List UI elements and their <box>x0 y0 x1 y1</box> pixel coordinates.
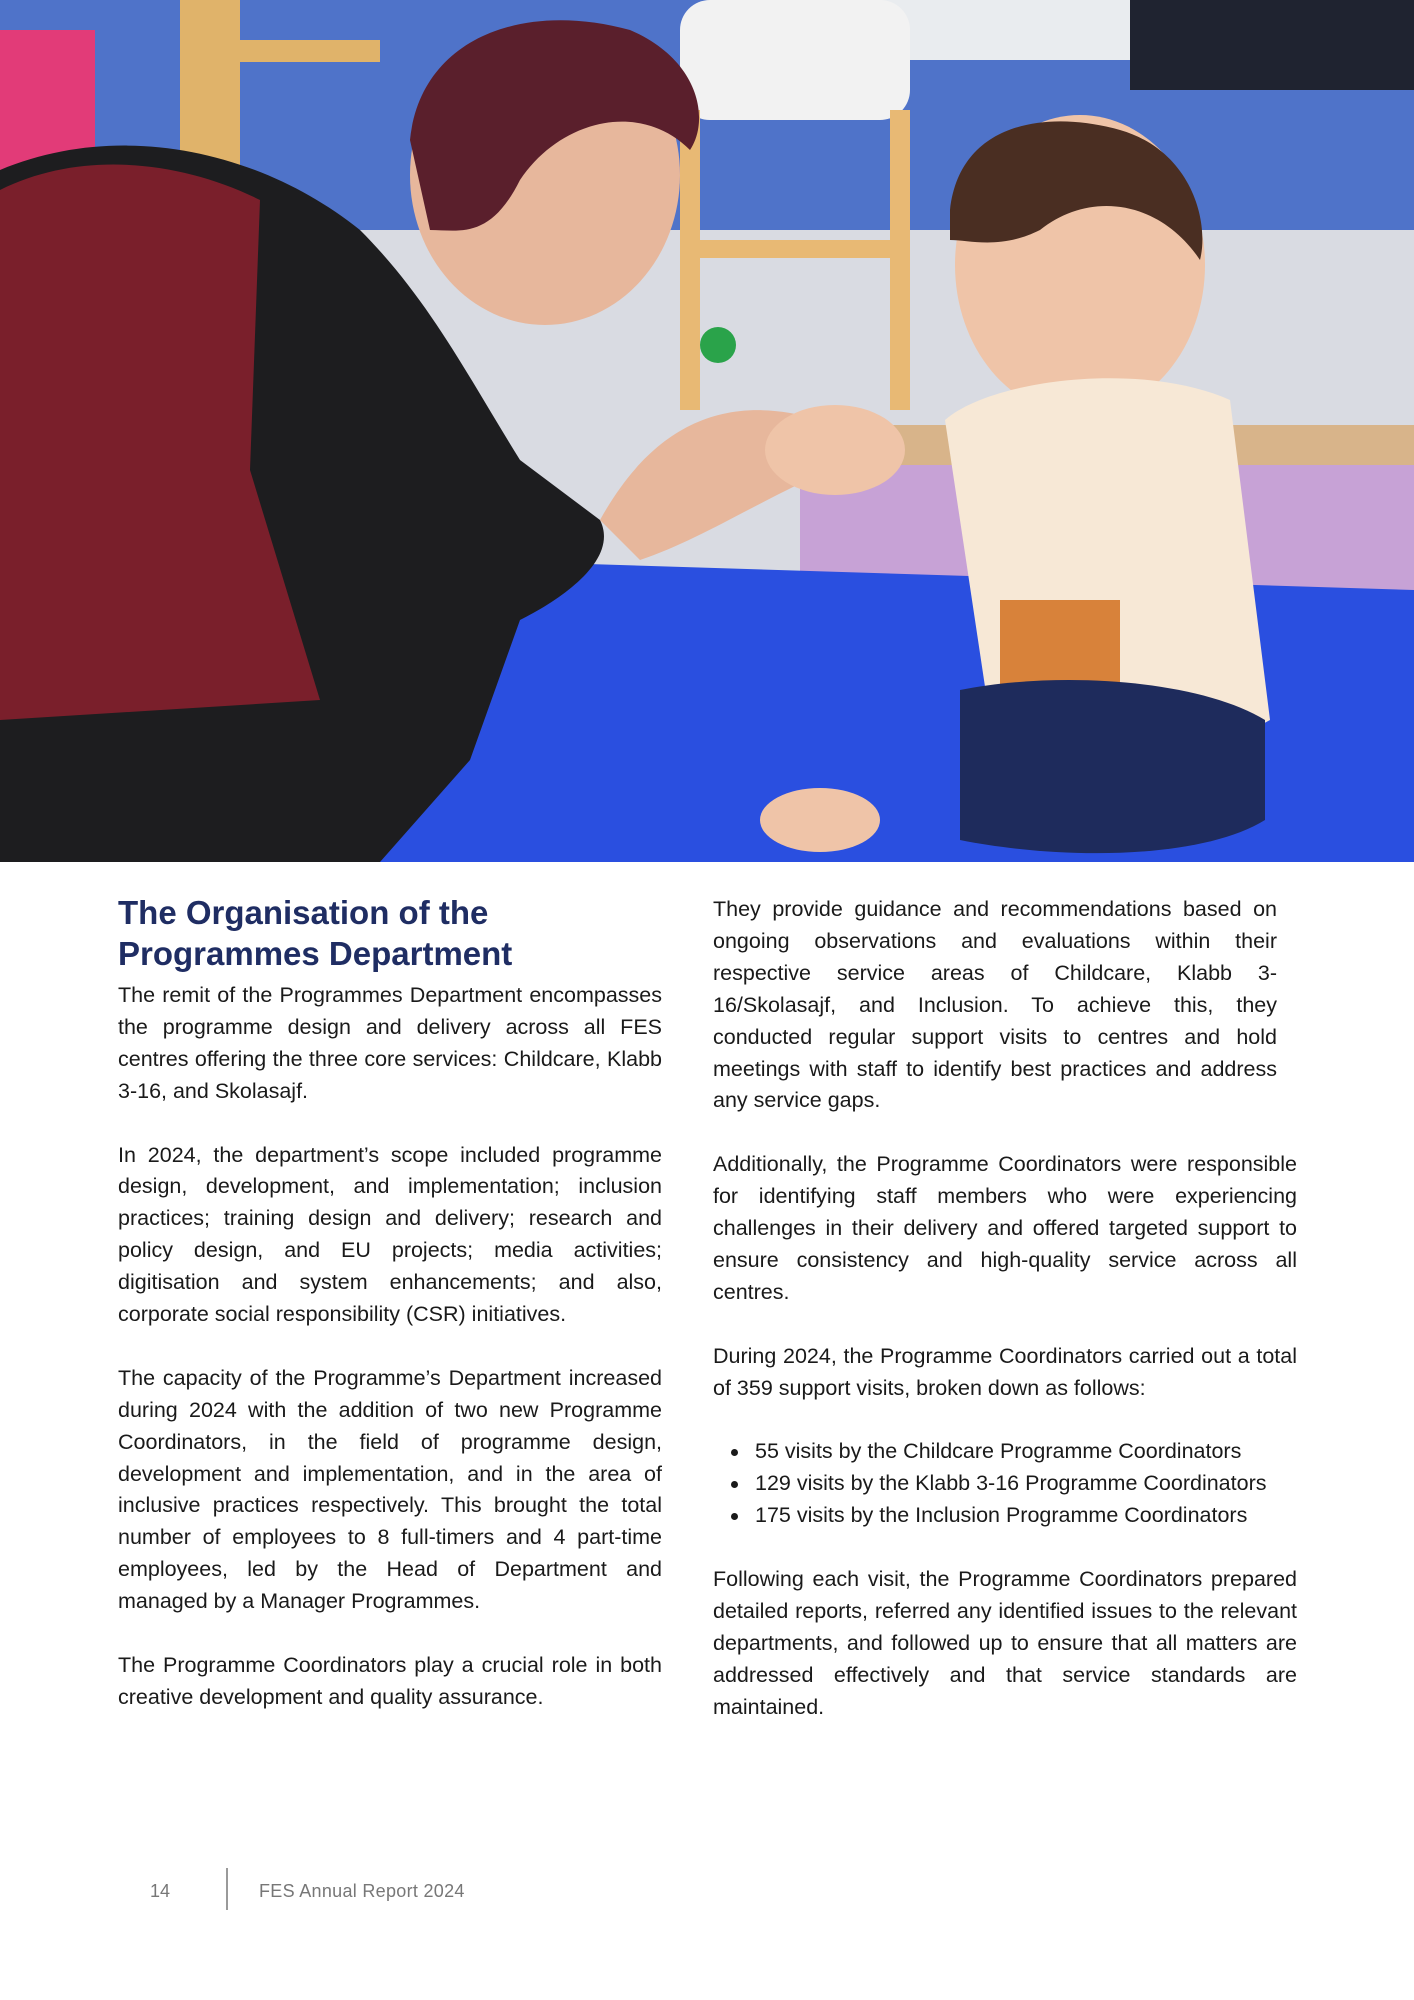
paragraph: In 2024, the department’s scope included programme design, development, and implementation; inclusion practices; training design and delivery; research and policy design, and EU projects; media activities; digitisation and system enhancements; and also, corporate social responsibility (CSR) initiatives. <box>118 1142 662 1327</box>
paragraph: The remit of the Programmes Department encompasses the programme design and delivery across all FES centres offering the three core services: Childcare, Klabb 3-16, and Skolasajf. <box>118 983 662 1103</box>
list-item: 175 visits by the Inclusion Programme Coordinators <box>755 1500 1297 1532</box>
page-number: 14 <box>150 1881 171 1901</box>
paragraph: They provide guidance and recommendations based on ongoing observations and evaluations within their respective service areas of Childcare, Klabb 3-16/Skolasajf, and Inclusion. To achieve this, they conducted regular support visits to centres and hold meetings with staff to identify best practices and address any service gaps. <box>713 897 1277 1113</box>
hero-photo <box>0 0 1414 862</box>
paragraph: The Programme Coordinators play a crucial role in both creative development and quality assurance. <box>118 1652 662 1709</box>
photo-image <box>0 0 1414 862</box>
paragraph: During 2024, the Programme Coordinators carried out a total of 359 support visits, broken down as follows: <box>713 1343 1297 1400</box>
section-heading: The Organisation of the Programmes Department <box>118 894 513 972</box>
footer-publication-title: FES Annual Report 2024 <box>259 1881 465 1901</box>
paragraph: Additionally, the Programme Coordinators were responsible for identifying staff members who were experiencing challenges in their delivery and offered targeted support to ensure consistency and high-quality service across all centres. <box>713 1152 1297 1304</box>
paragraph: Following each visit, the Programme Coordinators prepared detailed reports, referred any identified issues to the relevant departments, and followed up to ensure that all matters are addressed effectively and that service standards are maintained. <box>713 1566 1297 1719</box>
list-item: 129 visits by the Klabb 3-16 Programme Coordinators <box>755 1468 1297 1500</box>
paragraph: The capacity of the Programme’s Department increased during 2024 with the addition of two new Programme Coordinators, in the field of programme design, development and implementation, and in the area of inclusive practices respectively. This brought the total number of employees to 8 full-timers and 4 part-time employees, led by the Head of Department and managed by a Manager Programmes. <box>118 1365 662 1614</box>
footer-divider <box>226 1868 228 1910</box>
list-item: 55 visits by the Childcare Programme Coordinators <box>755 1436 1297 1468</box>
visits-list <box>713 1436 1297 1532</box>
left-column <box>118 892 662 1746</box>
right-column <box>713 894 1297 1755</box>
